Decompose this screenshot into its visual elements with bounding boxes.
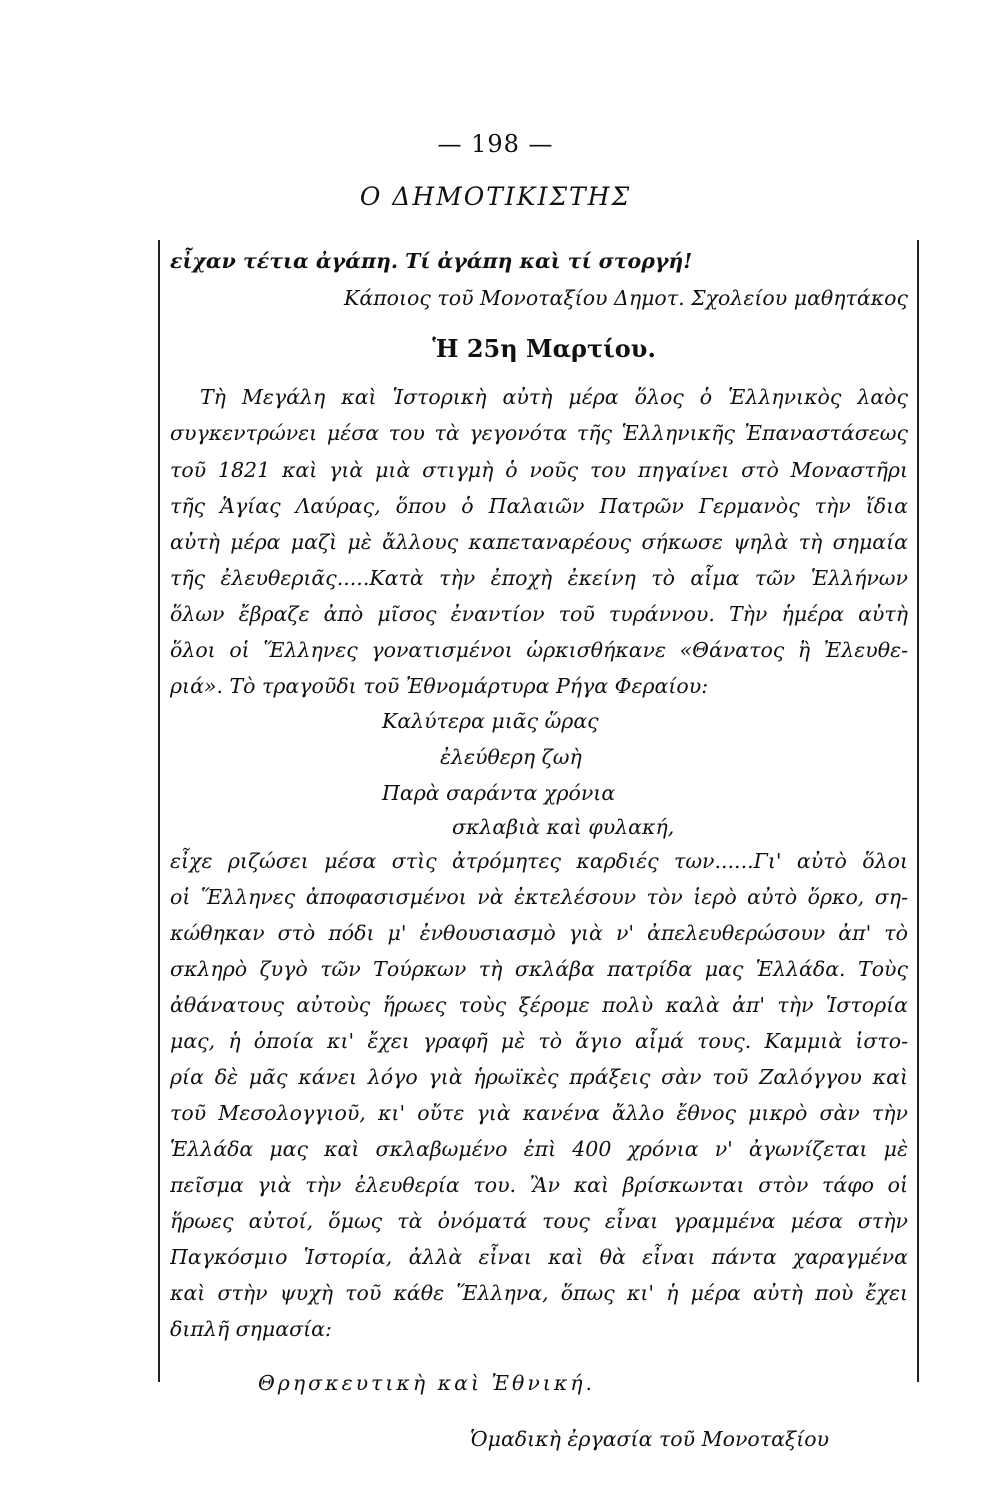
paragraph-line: ρία δὲ μᾶς κάνει λόγο γιὰ ἡρωϊκὲς πράξεις σὰν τοῦ Ζαλόγγου καὶ [170,1065,908,1089]
verse-line: ἐλεύθερη ζωὴ [440,745,582,769]
paragraph-line: τοῦ 1821 καὶ γιὰ μιὰ στιγμὴ ὁ νοῦς του πηγαίνει στὸ Μοναστῆρι [170,458,908,482]
right-column-rule [917,240,919,1382]
paragraph-line: Ἑλλάδα μας καὶ σκλαβωμένο ἐπὶ 400 χρόνια ν' ἀγωνίζεται μὲ [170,1137,908,1161]
closing-phrase: Θρησκευτικὴ καὶ Ἐθνική. [258,1371,596,1395]
verse-line: Καλύτερα μιᾶς ὥρας [382,709,599,733]
paragraph-line: μας, ἡ ὁποία κι' ἔχει γραφῆ μὲ τὸ ἅγιο αἷμά τους. Καμμιὰ ἱστο- [170,1029,908,1053]
paragraph-line: εἶχε ριζώσει μέσα στὶς ἀτρόμητες καρδιές των......Γι' αὐτὸ ὅλοι [170,849,908,873]
paragraph-line: διπλῆ σημασία: [170,1317,332,1341]
paragraph-line: κώθηκαν στὸ πόδι μ' ἐνθουσιασμὸ γιὰ ν' ἀπελευθερώσουν ἀπ' τὸ [170,921,908,945]
verse-line: Παρὰ σαράντα χρόνια [382,781,616,805]
paragraph-line: τοῦ Μεσολογγιοῦ, κι' οὔτε γιὰ κανένα ἄλλο ἔθνος μικρὸ σὰν τὴν [170,1101,908,1125]
paragraph-line: πεῖσμα γιὰ τὴν ἐλευθερία του. Ἂν καὶ βρίσκωνται στὸν τάφο οἱ [170,1173,908,1197]
paragraph-line: τῆς ἐλευθεριᾶς.....Κατὰ τὴν ἐποχὴ ἐκείνη τὸ αἷμα τῶν Ἑλλήνων [170,566,908,590]
intro-line: εἶχαν τέτια ἀγάπη. Τί ἀγάπη καὶ τί στοργή! [170,249,693,273]
paragraph-line: σκληρὸ ζυγὸ τῶν Τούρκων τὴ σκλάβα πατρίδα μας Ἑλλάδα. Τοὺς [170,957,908,981]
paragraph-line: τῆς Ἁγίας Λαύρας, ὅπου ὁ Παλαιῶν Πατρῶν Γερμανὸς τὴν ἴδια [170,494,908,518]
journal-title: Ο ΔΗΜΟΤΙΚΙΣΤΗΣ [359,182,632,211]
paragraph-line: ὅλοι οἱ Ἕλληνες γονατισμένοι ὡρκισθήκανε «Θάνατος ἢ Ἐλευθε- [170,638,908,662]
signature: Ὁμαδικὴ ἐργασία τοῦ Μονοταξίου [470,1427,830,1451]
paragraph-line: Τὴ Μεγάλη καὶ Ἱστορικὴ αὐτὴ μέρα ὅλος ὁ Ἑλληνικὸς λαὸς [200,385,908,409]
left-column-rule [158,240,160,1382]
article-heading: Ἡ 25η Μαρτίου. [432,334,656,363]
intro-line: Κάποιος τοῦ Μονοταξίου Δημοτ. Σχολείου μαθητάκος [344,286,908,310]
paragraph-line: αὐτὴ μέρα μαζὶ μὲ ἄλλους καπεταναρέους σήκωσε ψηλὰ τὴ σημαία [170,530,908,554]
page-number: — 198 — [437,130,554,158]
paragraph-line: συγκεντρώνει μέσα του τὰ γεγονότα τῆς Ἑλληνικῆς Ἐπαναστάσεως [170,421,908,445]
paragraph-line: οἱ Ἕλληνες ἀποφασισμένοι νὰ ἐκτελέσουν τὸν ἱερὸ αὐτὸ ὅρκο, ση- [170,885,908,909]
paragraph-line: Παγκόσμιο Ἱστορία, ἀλλὰ εἶναι καὶ θὰ εἶναι πάντα χαραγμένα [170,1245,908,1269]
paragraph-line: ριά». Τὸ τραγοῦδι τοῦ Ἐθνομάρτυρα Ρήγα Φεραίου: [170,674,709,698]
paragraph-line: καὶ στὴν ψυχὴ τοῦ κάθε Ἕλληνα, ὅπως κι' ἡ μέρα αὐτὴ ποὺ ἔχει [170,1281,908,1305]
verse-line: σκλαβιὰ καὶ φυλακή, [452,815,675,839]
paragraph-line: ἥρωες αὐτοί, ὅμως τὰ ὀνόματά τους εἶναι γραμμένα μέσα στὴν [170,1209,908,1233]
paragraph-line: ὅλων ἔβραζε ἀπὸ μῖσος ἐναντίον τοῦ τυράννου. Τὴν ἡμέρα αὐτὴ [170,602,908,626]
paragraph-line: ἀθάνατους αὐτοὺς ἥρωες τοὺς ξέρομε πολὺ καλὰ ἀπ' τὴν Ἱστορία [170,993,908,1017]
